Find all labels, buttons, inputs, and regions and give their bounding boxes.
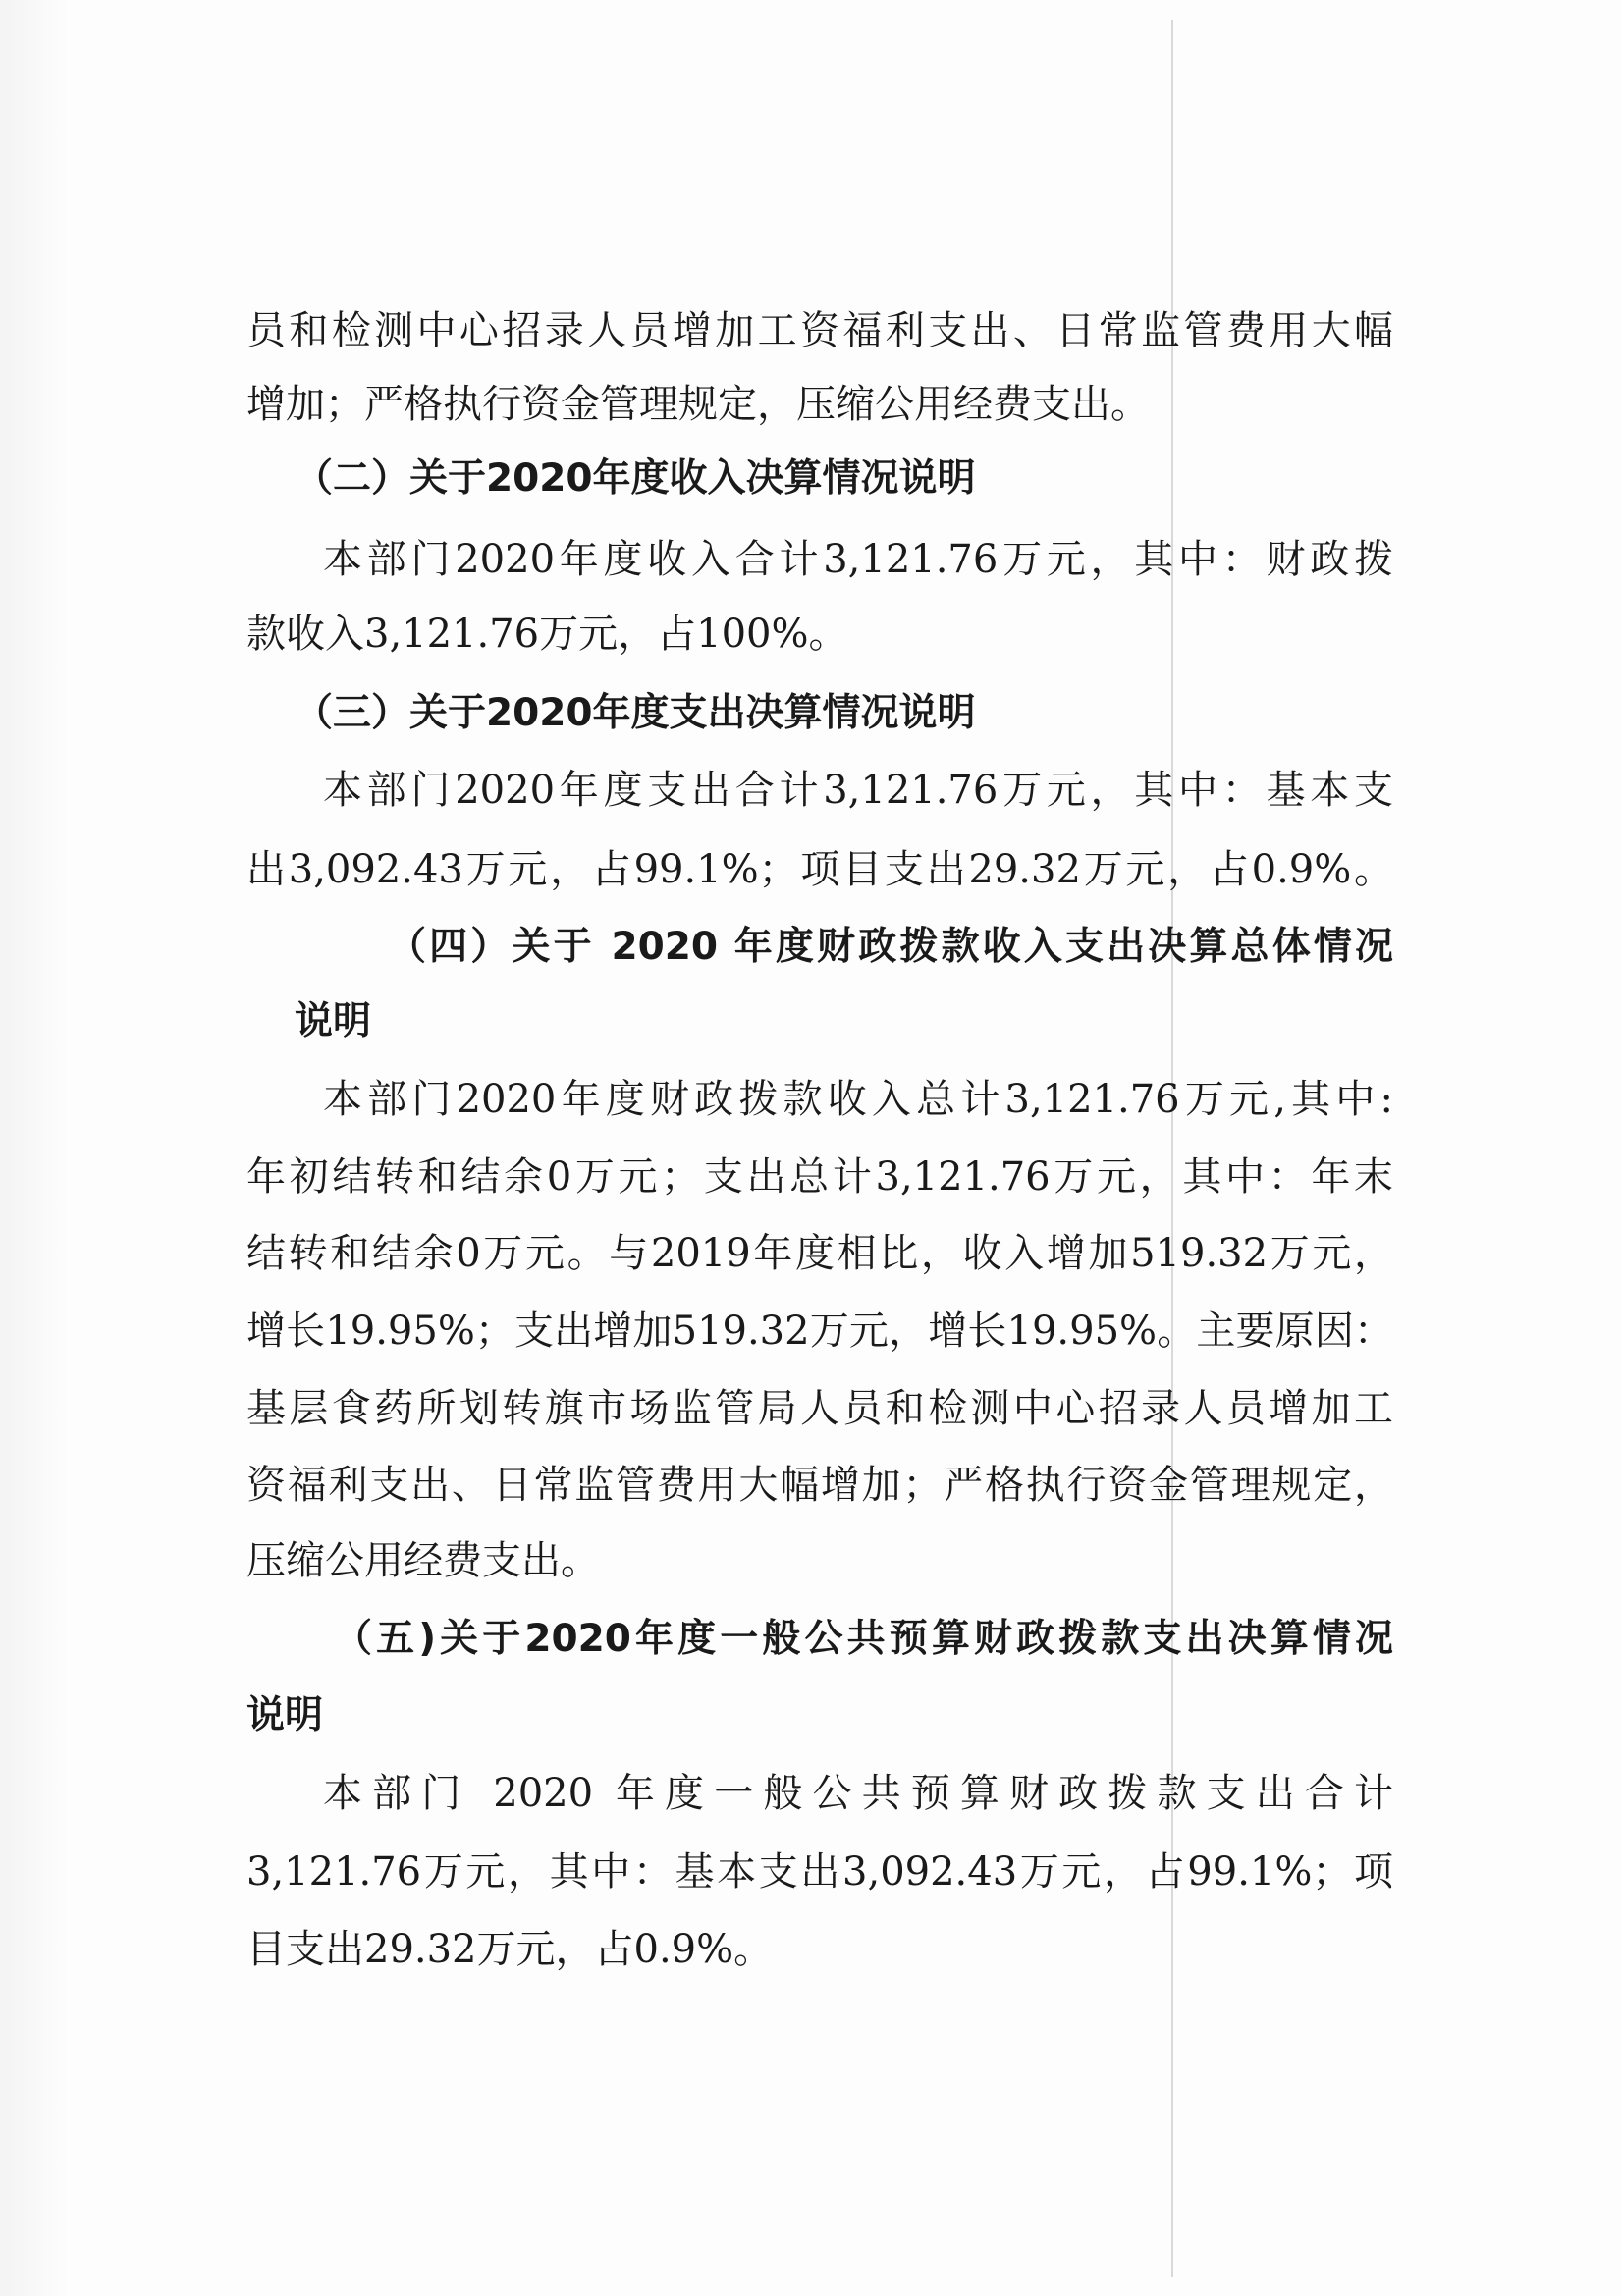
section-heading-4-line-1: （四）关于 2020 年度财政拨款收入支出决算总体情况 (388, 925, 1393, 969)
section-heading-4-line-2: 说明 (295, 999, 372, 1043)
paragraph-4-line-4: 增长19.95%；支出增加519.32万元，增长19.95%。主要原因： (246, 1308, 1393, 1354)
section-heading-3: （三）关于2020年度支出决算情况说明 (295, 691, 976, 735)
paragraph-4-line-1: 本部门2020年度财政拨款收入总计3,121.76万元,其中: (323, 1077, 1393, 1122)
paragraph-1-line-1: 员和检测中心招录人员增加工资福利支出、日常监管费用大幅 (246, 308, 1393, 353)
paragraph-3-line-1: 本部门2020年度支出合计3,121.76万元，其中：基本支 (323, 768, 1393, 813)
paragraph-3-line-2: 出3,092.43万元，占99.1%；项目支出29.32万元，占0.9%。 (246, 847, 1393, 892)
paragraph-4-line-5: 基层食药所划转旗市场监管局人员和检测中心招录人员增加工 (246, 1386, 1393, 1431)
paragraph-2-line-2: 款收入3,121.76万元，占100%。 (246, 612, 848, 657)
paragraph-5-line-2: 3,121.76万元，其中：基本支出3,092.43万元，占99.1%；项 (246, 1849, 1393, 1895)
paragraph-4-line-2: 年初结转和结余0万元；支出总计3,121.76万元，其中：年末 (246, 1154, 1393, 1200)
scan-fold-line (1171, 20, 1173, 2277)
paragraph-4-line-6: 资福利支出、日常监管费用大幅增加；严格执行资金管理规定， (246, 1463, 1393, 1508)
section-heading-5-line-1: （五)关于2020年度一般公共预算财政拨款支出决算情况 (334, 1617, 1393, 1661)
paragraph-5-line-1: 本部门 2020 年度一般公共预算财政拨款支出合计 (323, 1771, 1393, 1816)
scan-edge-shadow (0, 0, 69, 2296)
paragraph-2-line-1: 本部门2020年度收入合计3,121.76万元，其中：财政拨 (323, 537, 1393, 582)
paragraph-1-line-2: 增加；严格执行资金管理规定，压缩公用经费支出。 (246, 382, 1150, 427)
section-heading-5-line-2: 说明 (246, 1693, 324, 1737)
paragraph-4-line-7: 压缩公用经费支出。 (246, 1538, 600, 1583)
section-heading-2: （二）关于2020年度收入决算情况说明 (295, 456, 976, 501)
paragraph-4-line-3: 结转和结余0万元。与2019年度相比，收入增加519.32万元， (246, 1231, 1393, 1276)
paragraph-5-line-3: 目支出29.32万元，占0.9%。 (246, 1927, 774, 1972)
